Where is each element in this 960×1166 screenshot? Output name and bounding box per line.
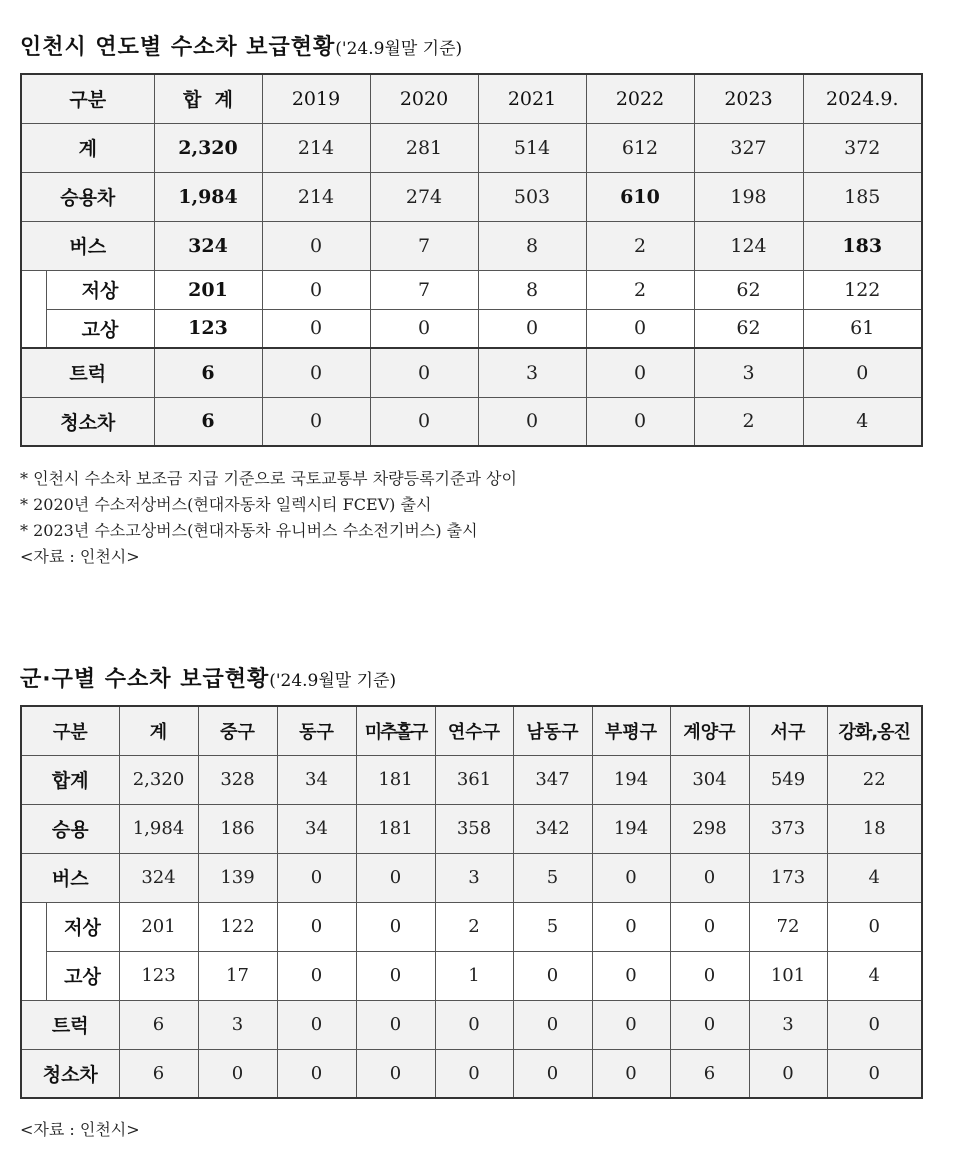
cell: 0: [262, 309, 370, 348]
row-label: 버스: [21, 221, 154, 270]
cell: 1: [435, 951, 513, 1000]
column-header: 동구: [277, 706, 356, 755]
footnote: * 인천시 수소차 보조금 지급 기준으로 국토교통부 차량등록기준과 상이: [20, 469, 517, 488]
cell: 0: [435, 1049, 513, 1098]
cell: 0: [262, 348, 370, 397]
cell: 0: [478, 397, 586, 446]
row-label: 청소차: [21, 1049, 119, 1098]
cell: 0: [513, 1049, 592, 1098]
cell: 324: [119, 853, 198, 902]
cell: 4: [803, 397, 922, 446]
cell: 0: [277, 902, 356, 951]
cell: 4: [827, 951, 922, 1000]
cell: 181: [356, 804, 435, 853]
cell: 0: [670, 951, 749, 1000]
cell: 123: [154, 309, 262, 348]
cell: 0: [827, 1000, 922, 1049]
cell: 274: [370, 172, 478, 221]
cell: 139: [198, 853, 277, 902]
cell: 0: [749, 1049, 827, 1098]
table-header-row: [21, 706, 922, 755]
row-label: 계: [21, 123, 154, 172]
cell: 0: [356, 1049, 435, 1098]
cell: 4: [827, 853, 922, 902]
cell: 0: [592, 1000, 670, 1049]
cell: 0: [262, 221, 370, 270]
cell: 122: [803, 270, 922, 309]
cell: 0: [478, 309, 586, 348]
column-header: 부평구: [592, 706, 670, 755]
cell: 0: [356, 1000, 435, 1049]
cell: 181: [356, 755, 435, 804]
cell: 6: [119, 1000, 198, 1049]
cell: 372: [803, 123, 922, 172]
cell: 123: [119, 951, 198, 1000]
cell: 186: [198, 804, 277, 853]
cell: 198: [694, 172, 803, 221]
cell: 201: [154, 270, 262, 309]
cell: 34: [277, 804, 356, 853]
cell: 8: [478, 221, 586, 270]
cell: 6: [119, 1049, 198, 1098]
cell: 0: [592, 951, 670, 1000]
section1-title-suffix: ('24.9월말 기준): [335, 39, 463, 59]
cell: 72: [749, 902, 827, 951]
cell: 0: [803, 348, 922, 397]
section1-title: [20, 30, 462, 61]
cell: 342: [513, 804, 592, 853]
cell: 361: [435, 755, 513, 804]
table-row: [21, 804, 922, 853]
cell: 0: [198, 1049, 277, 1098]
cell: 0: [586, 348, 694, 397]
cell: 0: [277, 951, 356, 1000]
table-row: [21, 123, 922, 172]
footnote: * 2023년 수소고상버스(현대자동차 유니버스 수소전기버스) 출시: [20, 521, 478, 540]
cell: 0: [356, 853, 435, 902]
cell: 185: [803, 172, 922, 221]
cell: 0: [513, 951, 592, 1000]
source-note: <자료 : 인천시>: [20, 547, 140, 566]
indent-cell: [21, 309, 46, 348]
cell: 62: [694, 309, 803, 348]
column-header: 2024.9.: [803, 74, 922, 123]
table-row: [21, 270, 922, 309]
table-row: [21, 1049, 922, 1098]
cell: 0: [370, 348, 478, 397]
cell: 3: [198, 1000, 277, 1049]
cell: 0: [262, 397, 370, 446]
cell: 101: [749, 951, 827, 1000]
cell: 0: [277, 1049, 356, 1098]
column-header: 2023: [694, 74, 803, 123]
cell: 61: [803, 309, 922, 348]
cell: 0: [592, 853, 670, 902]
table-row: [21, 755, 922, 804]
cell: 5: [513, 902, 592, 951]
column-header: 계양구: [670, 706, 749, 755]
column-header: 2020: [370, 74, 478, 123]
cell: 124: [694, 221, 803, 270]
table-row: [21, 853, 922, 902]
cell: 0: [827, 1049, 922, 1098]
cell: 304: [670, 755, 749, 804]
table-row: [21, 951, 922, 1000]
row-label: 고상: [46, 309, 154, 348]
row-label: 고상: [46, 951, 119, 1000]
section1-title-text: 인천시 연도별 수소차 보급현황: [20, 35, 336, 60]
row-label: 트럭: [21, 1000, 119, 1049]
cell: 8: [478, 270, 586, 309]
column-header: 2019: [262, 74, 370, 123]
cell: 0: [513, 1000, 592, 1049]
cell: 22: [827, 755, 922, 804]
cell: 298: [670, 804, 749, 853]
column-header: 중구: [198, 706, 277, 755]
cell: 0: [670, 853, 749, 902]
row-label: 승용: [21, 804, 119, 853]
indent-cell: [21, 951, 46, 1000]
column-header: 합 계: [154, 74, 262, 123]
row-label: 합계: [21, 755, 119, 804]
table-row: [21, 172, 922, 221]
cell: 7: [370, 221, 478, 270]
table-header-row: [21, 74, 922, 123]
section2-title: [20, 662, 396, 693]
column-header: 구분: [21, 74, 154, 123]
table-row: [21, 221, 922, 270]
cell: 2: [586, 270, 694, 309]
yearly-hydrogen-vehicle-table: [20, 73, 923, 447]
cell: 0: [592, 1049, 670, 1098]
table-row: [21, 902, 922, 951]
cell: 214: [262, 123, 370, 172]
cell: 214: [262, 172, 370, 221]
cell: 2: [586, 221, 694, 270]
cell: 0: [356, 902, 435, 951]
cell: 2: [694, 397, 803, 446]
indent-cell: [21, 902, 46, 951]
column-header: 2022: [586, 74, 694, 123]
section2-title-text: 군·구별 수소차 보급현황: [20, 667, 270, 692]
cell: 6: [670, 1049, 749, 1098]
row-label: 트럭: [21, 348, 154, 397]
table-row: [21, 348, 922, 397]
cell: 122: [198, 902, 277, 951]
cell: 610: [586, 172, 694, 221]
cell: 0: [262, 270, 370, 309]
row-label: 저상: [46, 270, 154, 309]
cell: 3: [694, 348, 803, 397]
section2-title-suffix: ('24.9월말 기준): [269, 671, 397, 691]
cell: 281: [370, 123, 478, 172]
cell: 2,320: [119, 755, 198, 804]
footnote: * 2020년 수소저상버스(현대자동차 일렉시티 FCEV) 출시: [20, 495, 432, 514]
cell: 347: [513, 755, 592, 804]
cell: 0: [670, 1000, 749, 1049]
cell: 17: [198, 951, 277, 1000]
cell: 34: [277, 755, 356, 804]
cell: 0: [356, 951, 435, 1000]
column-header: 강화,옹진: [827, 706, 922, 755]
cell: 358: [435, 804, 513, 853]
cell: 0: [670, 902, 749, 951]
cell: 6: [154, 348, 262, 397]
district-hydrogen-vehicle-table: [20, 705, 923, 1099]
column-header: 남동구: [513, 706, 592, 755]
table-row: [21, 1000, 922, 1049]
row-label: 저상: [46, 902, 119, 951]
cell: 3: [478, 348, 586, 397]
row-label: 승용차: [21, 172, 154, 221]
cell: 183: [803, 221, 922, 270]
cell: 0: [586, 397, 694, 446]
cell: 324: [154, 221, 262, 270]
cell: 0: [827, 902, 922, 951]
cell: 194: [592, 755, 670, 804]
cell: 549: [749, 755, 827, 804]
cell: 62: [694, 270, 803, 309]
table-row: [21, 309, 922, 348]
column-header: 계: [119, 706, 198, 755]
cell: 1,984: [119, 804, 198, 853]
cell: 194: [592, 804, 670, 853]
cell: 2,320: [154, 123, 262, 172]
cell: 173: [749, 853, 827, 902]
cell: 201: [119, 902, 198, 951]
column-header: 구분: [21, 706, 119, 755]
row-label: 버스: [21, 853, 119, 902]
cell: 0: [277, 1000, 356, 1049]
cell: 1,984: [154, 172, 262, 221]
cell: 5: [513, 853, 592, 902]
cell: 612: [586, 123, 694, 172]
cell: 327: [694, 123, 803, 172]
cell: 0: [277, 853, 356, 902]
row-label: 청소차: [21, 397, 154, 446]
section1-notes: [20, 466, 517, 570]
cell: 503: [478, 172, 586, 221]
cell: 6: [154, 397, 262, 446]
cell: 0: [435, 1000, 513, 1049]
cell: 0: [370, 309, 478, 348]
section2-source-note: <자료 : 인천시>: [20, 1120, 140, 1139]
cell: 2: [435, 902, 513, 951]
cell: 373: [749, 804, 827, 853]
cell: 0: [586, 309, 694, 348]
column-header: 2021: [478, 74, 586, 123]
cell: 3: [749, 1000, 827, 1049]
cell: 18: [827, 804, 922, 853]
column-header: 연수구: [435, 706, 513, 755]
table-row: [21, 397, 922, 446]
cell: 328: [198, 755, 277, 804]
cell: 514: [478, 123, 586, 172]
cell: 3: [435, 853, 513, 902]
column-header: 미추홀구: [356, 706, 435, 755]
cell: 0: [592, 902, 670, 951]
cell: 7: [370, 270, 478, 309]
indent-cell: [21, 270, 46, 309]
cell: 0: [370, 397, 478, 446]
column-header: 서구: [749, 706, 827, 755]
